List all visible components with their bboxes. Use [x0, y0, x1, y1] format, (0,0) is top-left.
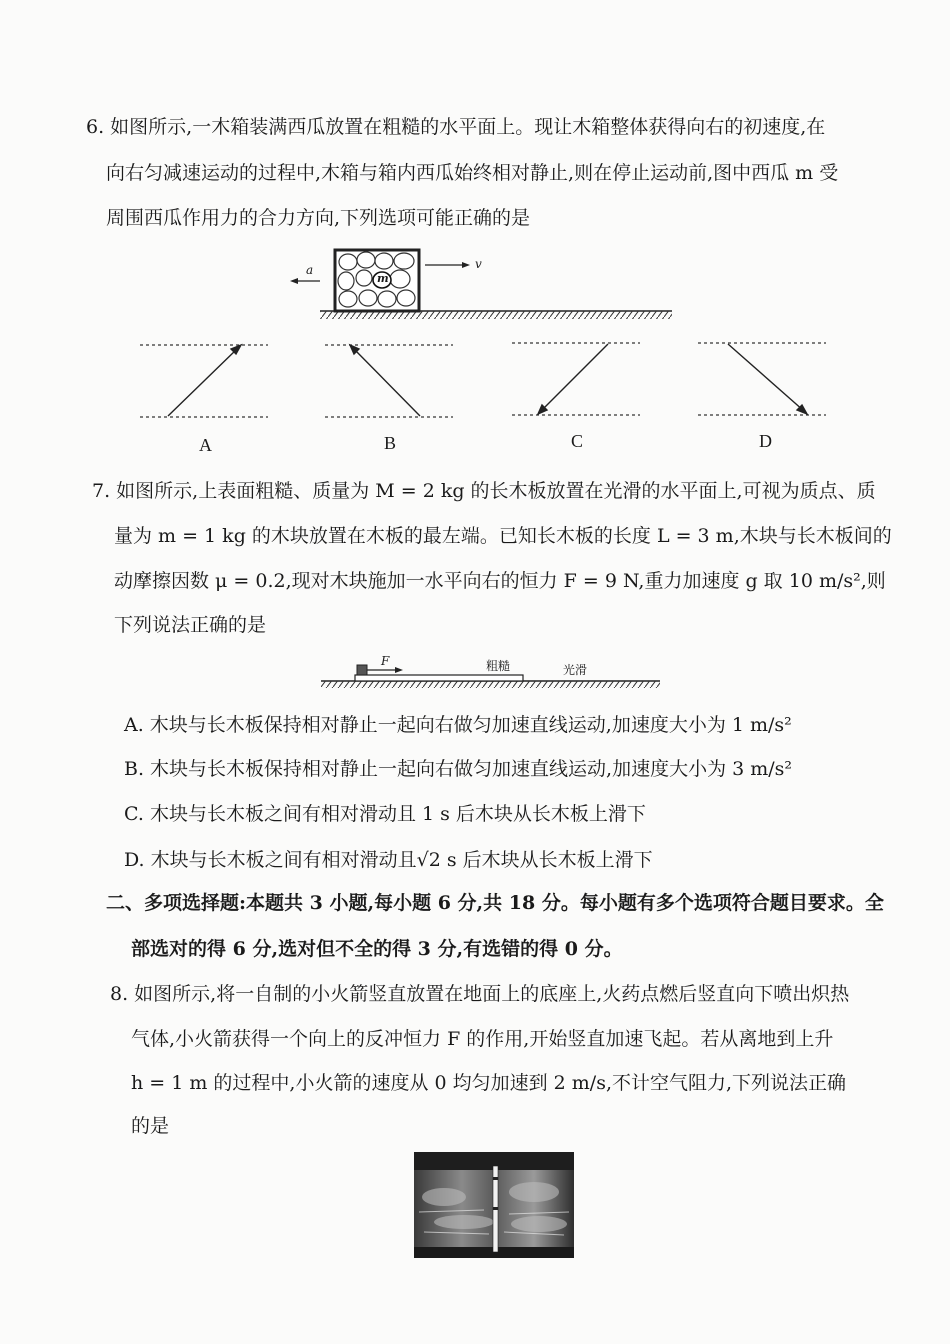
q8-line-4: 的是	[131, 1115, 170, 1137]
section-2-heading-line-1: 二、多项选择题:本题共 3 小题,每小题 6 分,共 18 分。每小题有多个选项符合题目要求。全	[106, 892, 884, 914]
rough-label: 粗糙	[486, 659, 511, 673]
option-d-label: D	[759, 431, 772, 451]
q7-option-a: A. 木块与长木板保持相对静止一起向右做匀加速直线运动,加速度大小为 1 m/s²	[124, 714, 792, 736]
option-a-arrow	[168, 348, 238, 416]
q8-line-2: 气体,小火箭获得一个向上的反冲恒力 F 的作用,开始竖直加速飞起。若从离地到上升	[131, 1028, 834, 1050]
q7-line-1: 7. 如图所示,上表面粗糙、质量为 M = 2 kg 的长木板放置在光滑的水平面上,可视为质点、质	[92, 480, 876, 502]
q8-line-1: 8. 如图所示,将一自制的小火箭竖直放置在地面上的底座上,火药点燃后竖直向下喷出炽热	[110, 983, 850, 1005]
long-board	[355, 675, 523, 681]
option-a-label: A	[199, 435, 212, 455]
section-2-heading-line-2: 部选对的得 6 分,选对但不全的得 3 分,有选错的得 0 分。	[131, 938, 623, 960]
acceleration-label: a	[306, 263, 314, 277]
option-c-arrow	[541, 344, 608, 411]
smooth-label: 光滑	[563, 663, 588, 677]
force-label: F	[381, 654, 390, 668]
q7-line-3: 动摩擦因数 μ = 0.2,现对木块施加一水平向右的恒力 F = 9 N,重力加速度 g 取 10 m/s²,则	[114, 570, 886, 592]
q7-ground-hatch	[321, 681, 660, 688]
q6-line-1: 6. 如图所示,一木箱装满西瓜放置在粗糙的水平面上。现让木箱整体获得向右的初速度,在	[86, 116, 826, 138]
q7-line-2: 量为 m = 1 kg 的木块放置在木板的最左端。已知长木板的长度 L = 3 m,木块与长木板间的	[114, 525, 892, 547]
option-b-arrow	[353, 348, 420, 416]
option-c-label: C	[571, 431, 584, 451]
q7-line-4: 下列说法正确的是	[114, 614, 267, 636]
option-b-label: B	[384, 433, 397, 453]
q7-option-d: D. 木块与长木板之间有相对滑动且√2 s 后木块从长木板上滑下	[124, 849, 653, 871]
q8-line-3: h = 1 m 的过程中,小火箭的速度从 0 均匀加速到 2 m/s,不计空气阻力,下列说法正确	[131, 1072, 847, 1094]
velocity-label: v	[475, 257, 482, 271]
q7-option-b: B. 木块与长木板保持相对静止一起向右做匀加速直线运动,加速度大小为 3 m/s²	[124, 758, 793, 780]
option-d-arrow	[728, 344, 804, 411]
watermelon-m-label: m	[377, 272, 389, 285]
q6-line-3: 周围西瓜作用力的合力方向,下列选项可能正确的是	[106, 207, 531, 229]
block	[357, 665, 367, 675]
q7-option-c: C. 木块与长木板之间有相对滑动且 1 s 后木块从长木板上滑下	[124, 803, 646, 825]
q6-line-2: 向右匀减速运动的过程中,木箱与箱内西瓜始终相对静止,则在停止运动前,图中西瓜 m 受	[106, 162, 839, 184]
q6-option-diagrams	[130, 335, 850, 430]
rocket-photo	[414, 1152, 574, 1258]
